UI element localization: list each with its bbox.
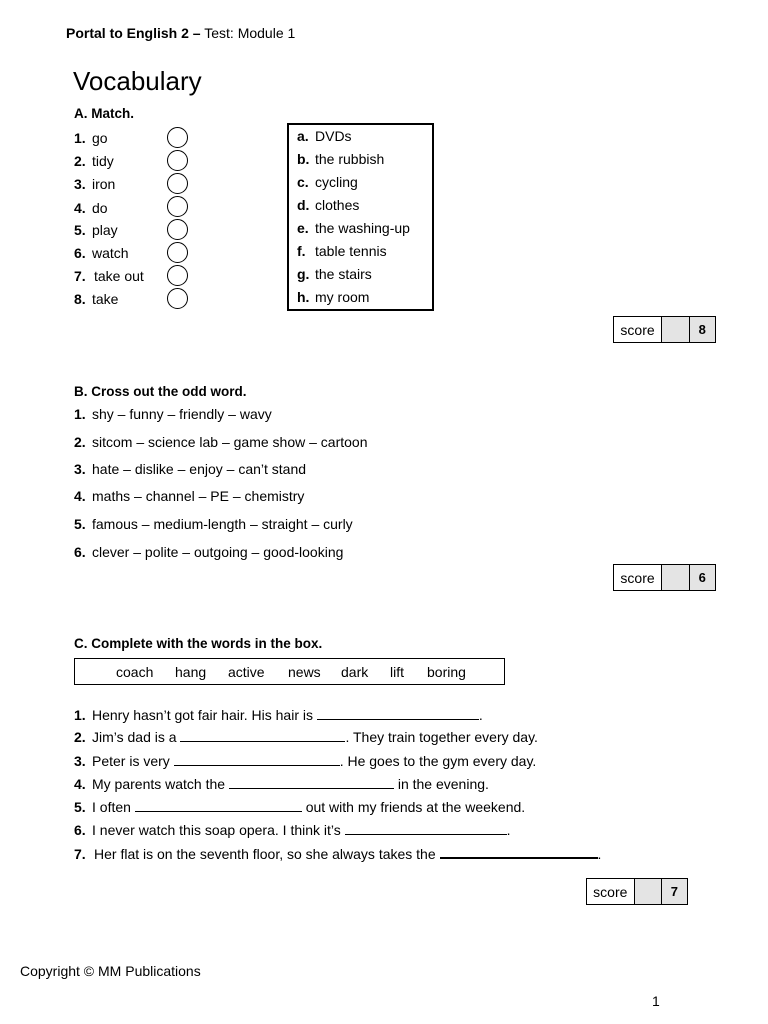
- option-text: the stairs: [315, 266, 372, 282]
- match-options-box: [287, 123, 434, 311]
- sentence-after: .: [597, 846, 602, 862]
- word-box-item: news: [288, 664, 321, 680]
- sentence-after: . He goes to the gym every day.: [339, 753, 537, 769]
- test-title: Test: Module 1: [204, 25, 296, 41]
- match-option: [297, 266, 372, 282]
- match-item: [74, 176, 115, 192]
- item-text: play: [92, 222, 118, 238]
- item-number: 1.: [74, 406, 86, 422]
- answer-blank[interactable]: [345, 820, 507, 835]
- answer-circle[interactable]: [167, 265, 188, 286]
- score-label: score: [614, 565, 662, 590]
- answer-circle[interactable]: [167, 288, 188, 309]
- word-box-item: coach: [116, 664, 154, 680]
- item-number: 2.: [74, 729, 86, 745]
- item-number: 4.: [74, 488, 86, 504]
- option-text: the washing-up: [315, 220, 410, 236]
- item-number: 2.: [74, 153, 86, 169]
- option-letter: f.: [297, 243, 306, 259]
- item-text: maths – channel – PE – chemistry: [92, 488, 305, 504]
- item-text: shy – funny – friendly – wavy: [92, 406, 272, 422]
- sentence-item: [74, 705, 483, 723]
- answer-blank[interactable]: [174, 751, 340, 766]
- word-box-item: boring: [427, 664, 466, 680]
- item-number: 6.: [74, 544, 86, 560]
- item-number: 7.: [74, 846, 86, 862]
- match-item: [74, 291, 118, 307]
- score-box-a: [613, 316, 716, 343]
- match-item: [74, 245, 129, 261]
- option-letter: c.: [297, 174, 309, 190]
- match-option: [297, 289, 369, 305]
- odd-word-item: [74, 516, 353, 532]
- answer-blank[interactable]: [440, 843, 598, 859]
- odd-word-item: [74, 434, 367, 450]
- item-number: 1.: [74, 130, 86, 146]
- item-text: take: [92, 291, 119, 307]
- sentence-item: [74, 843, 601, 862]
- answer-circle[interactable]: [167, 219, 188, 240]
- book-title: Portal to English 2 –: [66, 25, 201, 41]
- score-box-c: [586, 878, 688, 905]
- item-number: 3.: [74, 753, 86, 769]
- word-box-item: active: [228, 664, 265, 680]
- score-input[interactable]: [662, 317, 689, 342]
- item-text: do: [92, 200, 108, 216]
- odd-word-item: [74, 406, 272, 422]
- option-letter: g.: [297, 266, 310, 282]
- match-option: [297, 151, 384, 167]
- item-number: 6.: [74, 822, 86, 838]
- option-letter: h.: [297, 289, 310, 305]
- answer-circle[interactable]: [167, 150, 188, 171]
- sentence-item: [74, 797, 525, 815]
- match-option: [297, 128, 352, 144]
- item-text: clever – polite – outgoing – good-looking: [92, 544, 344, 560]
- copyright: Copyright © MM Publications: [20, 963, 201, 979]
- match-option: [297, 197, 359, 213]
- item-number: 7.: [74, 268, 86, 284]
- sentence-item: [74, 774, 489, 792]
- section-a-heading: A. Match.: [74, 106, 135, 121]
- match-option: [297, 220, 410, 236]
- sentence-before: Henry hasn’t got fair hair. His hair is: [92, 707, 313, 723]
- odd-word-item: [74, 544, 343, 560]
- page-title: Vocabulary: [73, 66, 202, 96]
- answer-circle[interactable]: [167, 173, 188, 194]
- score-max: 6: [690, 565, 715, 590]
- odd-word-item: [74, 488, 304, 504]
- sentence-after: . They train together every day.: [345, 729, 538, 745]
- score-label: score: [587, 879, 635, 904]
- item-number: 5.: [74, 799, 86, 815]
- item-number: 5.: [74, 516, 86, 532]
- option-text: table tennis: [315, 243, 387, 259]
- sentence-before: Jim’s dad is a: [92, 729, 177, 745]
- match-item: [74, 268, 144, 284]
- word-box-item: dark: [341, 664, 369, 680]
- item-text: hate – dislike – enjoy – can’t stand: [92, 461, 307, 477]
- item-number: 4.: [74, 776, 86, 792]
- option-text: my room: [315, 289, 370, 305]
- page-header: [66, 25, 295, 41]
- match-item: [74, 153, 114, 169]
- item-text: tidy: [92, 153, 114, 169]
- item-text: watch: [92, 245, 129, 261]
- sentence-before: Peter is very: [92, 753, 170, 769]
- answer-blank[interactable]: [229, 774, 394, 789]
- item-number: 3.: [74, 461, 86, 477]
- answer-blank[interactable]: [317, 705, 479, 720]
- odd-word-item: [74, 461, 306, 477]
- item-text: famous – medium-length – straight – curly: [92, 516, 353, 532]
- answer-circle[interactable]: [167, 242, 188, 263]
- word-box-item: hang: [175, 664, 207, 680]
- sentence-before: I never watch this soap opera. I think it’s: [92, 822, 341, 838]
- option-letter: b.: [297, 151, 310, 167]
- item-number: 8.: [74, 291, 86, 307]
- sentence-after: .: [478, 707, 483, 723]
- item-text: iron: [92, 176, 116, 192]
- item-number: 4.: [74, 200, 86, 216]
- option-text: the rubbish: [315, 151, 385, 167]
- option-text: cycling: [315, 174, 358, 190]
- option-text: DVDs: [315, 128, 352, 144]
- option-letter: e.: [297, 220, 309, 236]
- item-text: take out: [94, 268, 144, 284]
- sentence-after: in the evening.: [397, 776, 489, 792]
- section-c-heading: C. Complete with the words in the box.: [74, 636, 323, 651]
- answer-circle[interactable]: [167, 127, 188, 148]
- score-input[interactable]: [635, 879, 662, 904]
- item-text: go: [92, 130, 108, 146]
- item-number: 1.: [74, 707, 86, 723]
- sentence-after: out with my friends at the weekend.: [305, 799, 526, 815]
- sentence-item: [74, 727, 538, 745]
- score-max: 8: [690, 317, 715, 342]
- match-option: [297, 243, 387, 259]
- sentence-before: My parents watch the: [92, 776, 226, 792]
- item-number: 3.: [74, 176, 86, 192]
- sentence-before: I often: [92, 799, 131, 815]
- answer-circle[interactable]: [167, 196, 188, 217]
- word-box-item: lift: [390, 664, 404, 680]
- option-letter: d.: [297, 197, 310, 213]
- item-text: sitcom – science lab – game show – cartoon: [92, 434, 368, 450]
- sentence-before: Her flat is on the seventh floor, so she always takes the: [94, 846, 436, 862]
- item-number: 2.: [74, 434, 86, 450]
- sentence-item: [74, 751, 536, 769]
- sentence-item: [74, 820, 511, 838]
- option-letter: a.: [297, 128, 309, 144]
- answer-blank[interactable]: [135, 797, 302, 812]
- match-item: [74, 200, 108, 216]
- match-item: [74, 222, 118, 238]
- score-max: 7: [662, 879, 687, 904]
- page-number: 1: [652, 993, 660, 1009]
- score-box-b: [613, 564, 716, 591]
- word-box: [74, 658, 505, 685]
- option-text: clothes: [315, 197, 360, 213]
- section-b-heading: B. Cross out the odd word.: [74, 384, 247, 399]
- match-item: [74, 130, 108, 146]
- score-input[interactable]: [662, 565, 689, 590]
- item-number: 5.: [74, 222, 86, 238]
- item-number: 6.: [74, 245, 86, 261]
- match-option: [297, 174, 358, 190]
- score-label: score: [614, 317, 662, 342]
- sentence-after: .: [506, 822, 511, 838]
- answer-blank[interactable]: [180, 727, 345, 742]
